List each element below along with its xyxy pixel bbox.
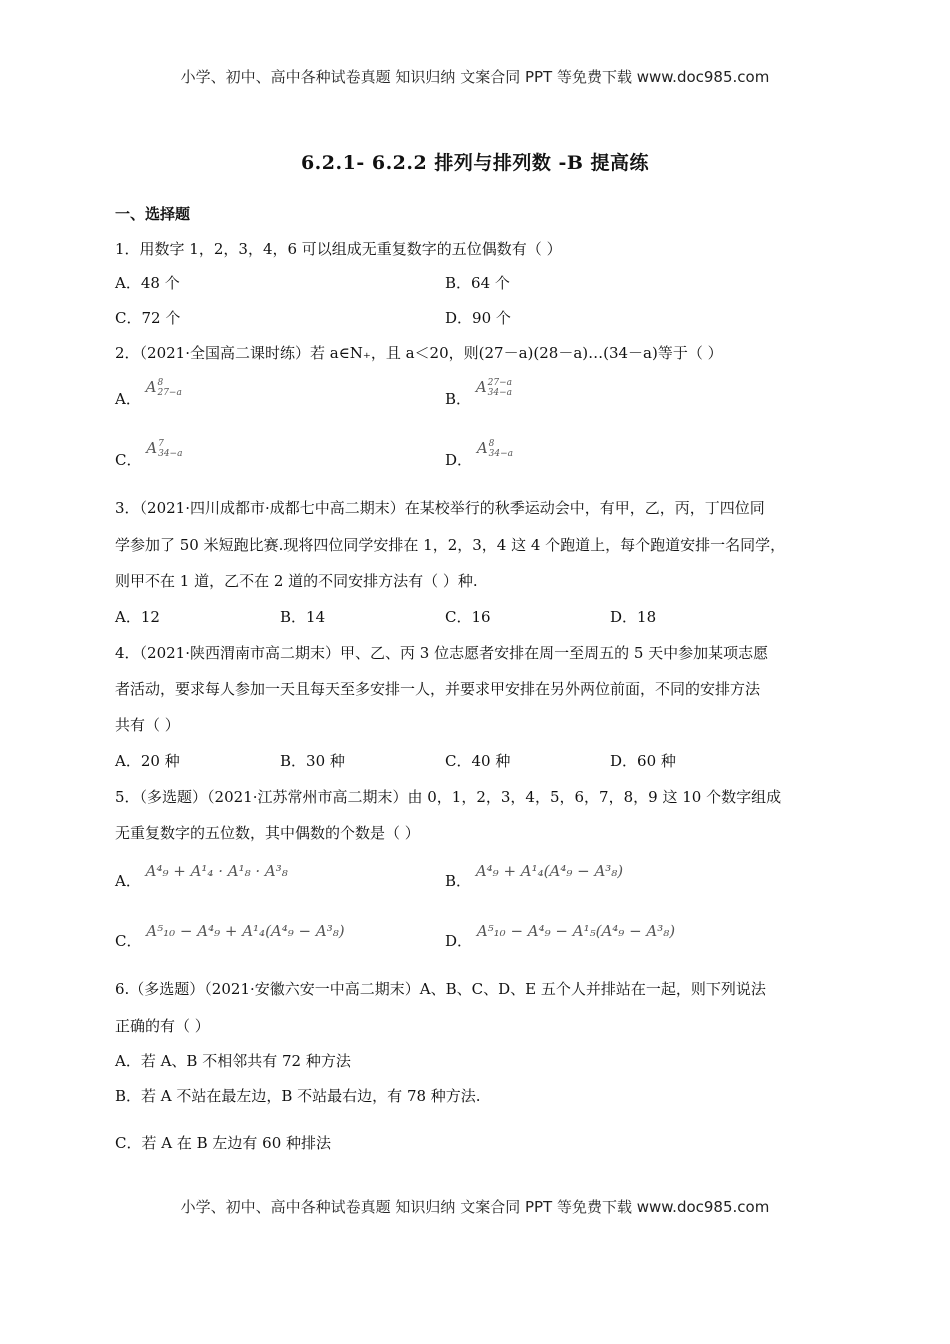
question-3-line-1: 3．（2021·四川成都市·成都七中高二期末）在某校举行的秋季运动会中，有甲，乙，丙，丁四位同 [115, 499, 765, 517]
question-6-line-2: 正确的有（ ） [115, 1017, 210, 1035]
page-header: 小学、初中、高中各种试卷真题 知识归纳 文案合同 PPT 等免费下载 www.doc985.com [180, 68, 770, 86]
q2-option-b-formula: A 27−a 34−a [475, 378, 513, 398]
question-1-text: 1．用数字 1，2，3，4，6 可以组成无重复数字的五位偶数有（ ） [115, 240, 562, 258]
q5-option-a [115, 862, 288, 891]
q2-option-a-label: A． [115, 390, 141, 408]
q2-option-a-formula: A 8 27−a [145, 378, 182, 398]
q2-b-sup: 27−a [487, 378, 513, 388]
q2-option-b [445, 378, 513, 410]
question-4-line-1: 4．（2021·陕西渭南市高二期末）甲、乙、丙 3 位志愿者安排在周一至周五的 5 天中参加某项志愿 [115, 644, 769, 662]
section-heading: 一、选择题 [115, 205, 191, 223]
q5-option-d-label: D． [445, 932, 473, 950]
q5-option-a-formula: A⁴₉ + A¹₄ · A¹₈ · A³₈ [145, 862, 288, 880]
q2-option-d-label: D． [445, 451, 473, 469]
q1-option-a: A．48 个 [115, 274, 180, 292]
q4-option-c: C．40 种 [445, 752, 511, 770]
question-6-line-1: 6.（多选题）（2021·安徽六安一中高二期末）A、B、C、D、E 五个人并排站在一起，则下列说法 [115, 980, 766, 998]
q5-option-c [115, 922, 345, 951]
q1-option-d: D．90 个 [445, 309, 511, 327]
q2-d-sub: 34−a [488, 449, 514, 459]
q6-option-c: C．若 A 在 B 左边有 60 种排法 [115, 1134, 332, 1152]
q5-option-d-formula: A⁵₁₀ − A⁴₉ − A¹₅(A⁴₉ − A³₈) [476, 922, 676, 940]
q1-option-b: B．64 个 [445, 274, 510, 292]
q5-option-b [445, 862, 624, 891]
q3-option-c: C．16 [445, 608, 491, 626]
question-3-line-3: 则甲不在 1 道，乙不在 2 道的不同安排方法有（ ）种. [115, 572, 478, 590]
q3-option-b: B．14 [280, 608, 326, 626]
q6-option-a: A．若 A、B 不相邻共有 72 种方法 [115, 1052, 351, 1070]
q5-option-a-label: A． [115, 872, 141, 890]
q3-option-a: A．12 [115, 608, 160, 626]
q5-option-c-label: C． [115, 932, 142, 950]
q5-option-c-formula: A⁵₁₀ − A⁴₉ + A¹₄(A⁴₉ − A³₈) [146, 922, 345, 940]
q2-option-b-label: B． [445, 390, 472, 408]
question-2-text: 2．（2021·全国高二课时练）若 a∈N₊，且 a＜20，则(27－a)(28－a)…(34－a)等于（ ） [115, 344, 723, 362]
q2-option-c-formula: A 7 34−a [146, 439, 183, 459]
q2-b-sub: 34−a [487, 388, 513, 398]
q2-option-c-label: C． [115, 451, 142, 469]
question-4-line-2: 者活动，要求每人参加一天且每天至多安排一人，并要求甲安排在另外两位前面，不同的安排方法 [115, 680, 761, 698]
q4-option-d: D．60 种 [610, 752, 676, 770]
q2-option-d [445, 439, 514, 471]
q5-option-d [445, 922, 676, 951]
q2-a-sup: 8 [157, 378, 164, 388]
page-title: 6.2.1- 6.2.2 排列与排列数 -B 提高练 [300, 152, 650, 174]
q5-option-b-formula: A⁴₉ + A¹₄(A⁴₉ − A³₈) [475, 862, 624, 880]
q3-option-d: D．18 [610, 608, 657, 626]
q2-a-sub: 27−a [157, 388, 182, 398]
question-5-line-2: 无重复数字的五位数，其中偶数的个数是（ ） [115, 824, 420, 842]
q2-option-c [115, 439, 183, 471]
q4-option-b: B．30 种 [280, 752, 345, 770]
q5-option-b-label: B． [445, 872, 472, 890]
q1-option-c: C．72 个 [115, 309, 181, 327]
question-3-line-2: 学参加了 50 米短跑比赛.现将四位同学安排在 1，2，3，4 这 4 个跑道上，每个跑道安排一名同学， [115, 536, 786, 554]
question-5-line-1: 5．（多选题）（2021·江苏常州市高二期末）由 0，1，2，3，4，5，6，7，8，9 这 10 个数字组成 [115, 788, 782, 806]
q2-c-sub: 34−a [158, 449, 183, 459]
q2-c-sup: 7 [158, 439, 164, 449]
q4-option-a: A．20 种 [115, 752, 180, 770]
q2-d-sup: 8 [488, 439, 495, 449]
q2-option-a [115, 378, 182, 410]
q6-option-b: B．若 A 不站在最左边，B 不站最右边，有 78 种方法. [115, 1087, 481, 1105]
q2-option-d-formula: A 8 34−a [476, 439, 514, 459]
question-4-line-3: 共有（ ） [115, 716, 180, 734]
page-footer: 小学、初中、高中各种试卷真题 知识归纳 文案合同 PPT 等免费下载 www.doc985.com [180, 1198, 770, 1216]
